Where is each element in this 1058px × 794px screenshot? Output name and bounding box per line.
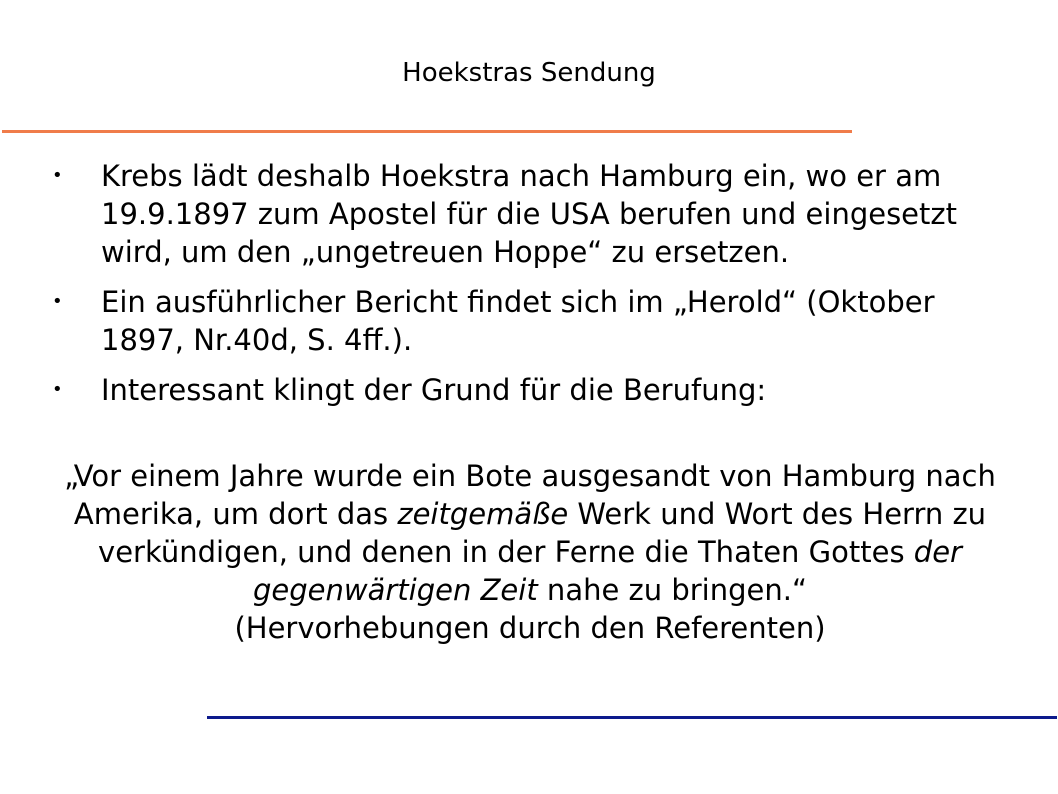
bullet-item [0,371,1006,409]
quote-emphasis: zeitgemäße [397,497,569,531]
bullet-icon: • [52,379,63,400]
slide-title: Hoekstras Sendung [402,58,656,88]
quote-text: Werk und Wort des Herrn zu verkündigen, und denen in der Ferne die Thaten Gottes [98,497,987,569]
bullet-item [0,283,1006,359]
bullet-icon: • [52,291,63,312]
quote-text: nahe zu bringen.“ [537,573,807,607]
bottom-divider [207,716,1057,719]
bullet-text: Krebs lädt deshalb Hoekstra nach Hamburg ein, wo er am 19.9.1897 zum Apostel für die USA berufen und eingesetzt wird, um den „ungetreuen Hoppe“ zu ersetzen. [101,159,957,269]
quote-emphasis: der gegenwärtigen Zeit [253,535,962,607]
bullet-list [0,157,1058,421]
quotation [50,457,1010,647]
bullet-icon: • [52,165,63,186]
quote-text: „Vor einem Jahre wurde ein Bote ausgesandt von Hamburg nach Amerika, um dort das [64,459,996,531]
bullet-item [0,157,1006,271]
bullet-text: Interessant klingt der Grund für die Berufung: [101,373,767,407]
top-divider [2,130,852,133]
quote-note: (Hervorhebungen durch den Referenten) [234,611,826,645]
bullet-text: Ein ausführlicher Bericht findet sich im „Herold“ (Oktober 1897, Nr.40d, S. 4ff.). [101,285,935,357]
